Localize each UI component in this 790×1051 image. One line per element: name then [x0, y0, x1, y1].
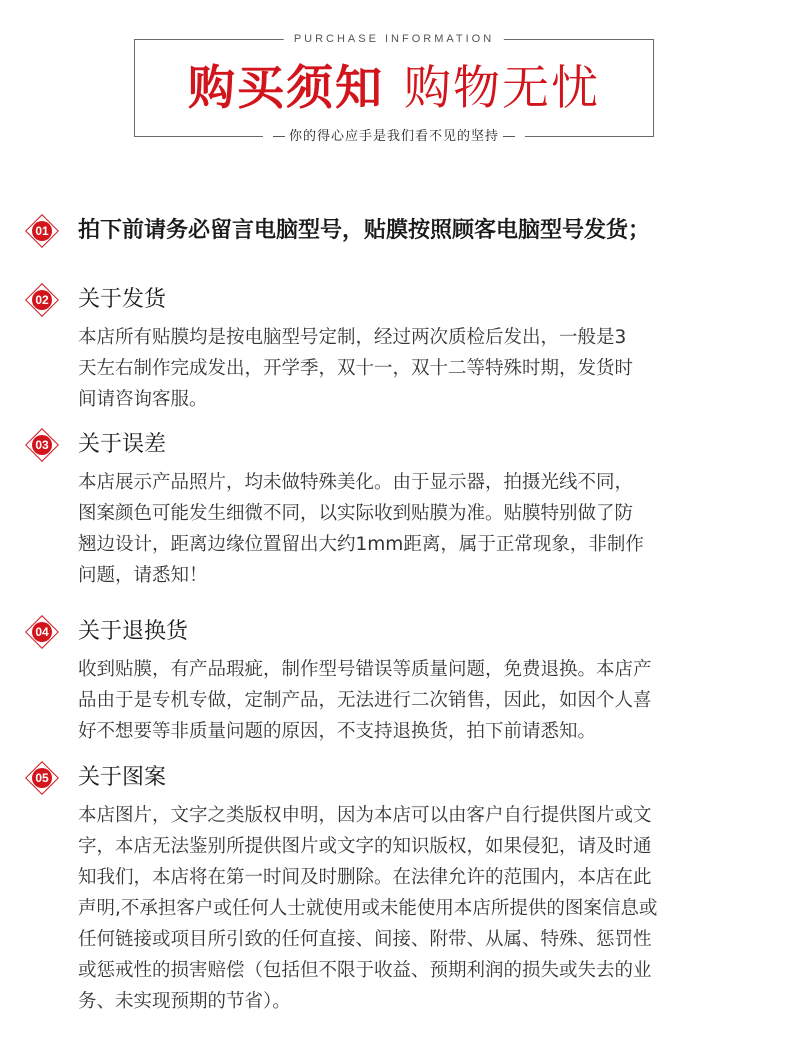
number-badge-icon: [24, 614, 60, 650]
badge-number: 01: [35, 224, 49, 238]
page-title: [135, 60, 653, 118]
section-header: [24, 282, 774, 318]
body-line: 声明,不承担客户或任何人士就使用或未能使用本店所提供的图案信息或: [78, 898, 658, 919]
section-body: [78, 800, 768, 1017]
number-badge-icon: [24, 213, 60, 249]
body-line: 字，本店无法鉴别所提供图片或文字的知识版权，如果侵犯，请及时通: [78, 836, 652, 857]
divider-left: [273, 136, 285, 138]
section-header: [24, 760, 774, 796]
body-line: 品由于是专机专做，定制产品，无法进行二次销售，因此，如因个人喜: [78, 690, 652, 711]
number-badge-icon: [24, 760, 60, 796]
body-line: 知我们，本店将在第一时间及时删除。在法律允许的范围内，本店在此: [78, 867, 652, 888]
badge-number: 03: [35, 438, 49, 452]
section-02: [24, 282, 774, 415]
body-line: 本店图片，文字之类版权申明，因为本店可以由客户自行提供图片或文: [78, 805, 652, 826]
number-badge-icon: [24, 282, 60, 318]
section-header: [24, 427, 774, 463]
section-body: [78, 654, 768, 747]
section-title: 关于发货: [78, 287, 167, 312]
section-05: [24, 760, 774, 1017]
badge-number: 04: [35, 625, 49, 639]
body-line: 翘边设计，距离边缘位置留出大约1mm距离，属于正常现象，非制作: [78, 534, 644, 555]
body-line: 务、未实现预期的节省）。: [78, 991, 291, 1012]
section-title: 关于图案: [78, 765, 167, 790]
header-subtitle: [263, 128, 525, 146]
header-english-label: PURCHASE INFORMATION: [284, 31, 504, 47]
badge-number: 02: [35, 293, 49, 307]
section-body: [78, 467, 768, 591]
title-bold-text: 购买须知: [188, 61, 384, 116]
body-line: 任何链接或项目所引致的任何直接、间接、附带、从属、特殊、惩罚性: [78, 929, 652, 950]
section-03: [24, 427, 774, 591]
section-body: [78, 322, 768, 415]
section-title: 关于误差: [78, 432, 167, 457]
section-header: [24, 213, 774, 249]
body-line: 本店所有贴膜均是按电脑型号定制，经过两次质检后发出，一般是3: [78, 327, 627, 348]
section-title: 拍下前请务必留言电脑型号，贴膜按照顾客电脑型号发货；: [78, 218, 651, 243]
title-light-text: 购物无忧: [404, 61, 600, 116]
body-line: 图案颜色可能发生细微不同，以实际收到贴膜为准。贴膜特别做了防: [78, 503, 634, 524]
section-04: [24, 614, 774, 747]
badge-number: 05: [35, 771, 49, 785]
section-title: 关于退换货: [78, 619, 189, 644]
body-line: 问题，请悉知！: [78, 565, 208, 586]
divider-right: [503, 136, 515, 138]
body-line: 收到贴膜，有产品瑕疵，制作型号错误等质量问题，免费退换。本店产: [78, 659, 652, 680]
body-line: 好不想要等非质量问题的原因，不支持退换货，拍下前请悉知。: [78, 721, 597, 742]
body-line: 天左右制作完成发出，开学季，双十一，双十二等特殊时期，发货时: [78, 358, 634, 379]
section-header: [24, 614, 774, 650]
body-line: 本店展示产品照片，均未做特殊美化。由于显示器，拍摄光线不同，: [78, 472, 634, 493]
body-line: 或惩戒性的损害赔偿（包括但不限于收益、预期利润的损失或失去的业: [78, 960, 652, 981]
body-line: 间请咨询客服。: [78, 389, 208, 410]
subtitle-text: 你的得心应手是我们看不见的坚持: [288, 129, 500, 144]
number-badge-icon: [24, 427, 60, 463]
section-01: [24, 213, 774, 249]
purchase-info-header: [134, 33, 654, 144]
